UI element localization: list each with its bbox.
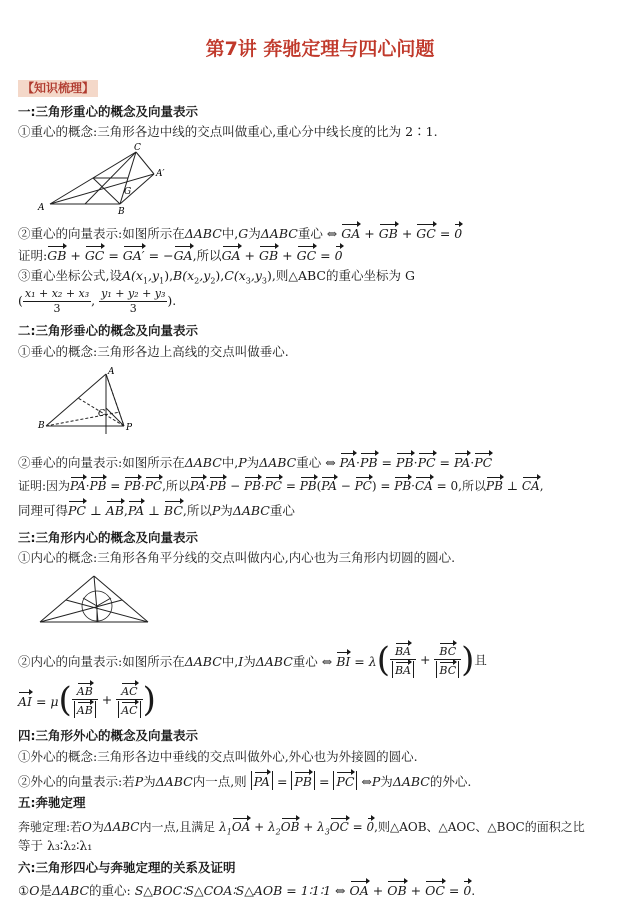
s1-line-4: ③重心坐标公式,设$A(x_1,y_1),B(x_2,y_2),C(x_3,y_3)$,则△ABC的重心坐标为 G <box>18 268 415 286</box>
s1-l2b: ΔABC <box>184 226 222 241</box>
section-4-heading: 四:三角形外心的概念及向量表示 <box>18 728 198 743</box>
s1-line-5: ( $\frac{\text{x₁ + x₂ + x₃}}{3}$ , $\frac{\text{y₁ + y₂ + y₃}}{3}$ ). <box>18 287 177 315</box>
orthocenter-figure <box>36 364 146 440</box>
s1-l2f: ΔABC <box>260 226 298 241</box>
s1-l2e: 为 <box>248 226 261 241</box>
page-title: 第7讲 奔驰定理与四心问题 <box>205 38 435 60</box>
fig2-label-a: A <box>108 367 115 377</box>
s2-line-2: ②垂心的向量表示:如图所示在ΔABC中,P为ΔABC重心 ⇔ PA·PB = PB·PC = PA·PC <box>18 452 626 471</box>
s5-line-1: 奔驰定理:若O为ΔABC内一点,且满足 $\lambda_1OA + \lambda_2OB + \lambda_3OC = 0$,则△AOB、△AOC、△BOC的面积之比 <box>18 817 626 837</box>
section-3-heading: 三:三角形内心的概念及向量表示 <box>18 530 198 545</box>
section-1-heading: 一:三角形重心的概念及向量表示 <box>18 104 198 119</box>
s1-l2g: 重心 ⇔ <box>297 226 338 241</box>
s1-l2a: ②重心的向量表示:如图所示在 <box>18 226 185 241</box>
s3-line-1: ①内心的概念:三角形各角平分线的交点叫做内心,内心也为三角形内切圆的圆心. <box>18 550 456 565</box>
s1-l2d: G <box>238 226 249 241</box>
s1-l3b: ,所以 <box>192 248 222 263</box>
centroid-figure <box>36 142 176 216</box>
fig1-label-b: B <box>118 207 125 216</box>
fig2-label-p: P <box>126 423 133 433</box>
s1-line-2: ②重心的向量表示:如图所示在ΔABC中,G为ΔABC重心 ⇔ GA + GB + GC = 0 <box>18 223 626 242</box>
s2-line-1: ①垂心的概念:三角形各边上高线的交点叫做垂心. <box>18 344 289 359</box>
fig1-label-c: C <box>134 143 141 153</box>
s1-l4a: ③重心坐标公式,设 <box>18 268 122 283</box>
section-2-heading: 二:三角形垂心的概念及向量表示 <box>18 323 198 338</box>
s4-line-2: ②外心的向量表示:若P为ΔABC内一点,则 PA = PB = PC ⇔P为ΔABC的外心. <box>18 770 626 791</box>
s6-line-1: ①O是ΔABC的重心: S△BOC∶S△COA∶S△AOB = 1∶1∶1 ⇔ OA + OB + OC = 0. <box>18 880 626 899</box>
s5-line-2: 等于 λ₃∶λ₂∶λ₁ <box>18 838 93 853</box>
fig1-label-g: G <box>124 187 132 197</box>
fig1-label-a: A <box>38 203 45 213</box>
section-tag: 【知识梳理】 <box>18 80 98 97</box>
s4-line-1: ①外心的概念:三角形各边中垂线的交点叫做外心,外心也为外接圆的圆心. <box>18 749 418 764</box>
s2-line-4: 同理可得PC ⊥ AB,PA ⊥ BC,所以P为ΔABC重心 <box>18 500 626 519</box>
section-5-heading: 五:奔驰定理 <box>18 795 86 810</box>
s3-line-3: AI = μ( $\frac{AB}{AB}$ + $\frac{AC}{AC}$ ) <box>18 680 156 721</box>
fig1-label-a-prime: A′ <box>156 169 165 179</box>
incenter-figure <box>36 570 154 632</box>
s1-line-3: 证明:GB + GC = GA′ = −GA,所以GA + GB + GC = 0 <box>18 245 626 264</box>
s2-line-3: 证明:因为PA·PB = PB·PC,所以PA·PB − PB·PC = PB(PA − PC) = PB·CA = 0,所以PB ⊥ CA, <box>18 476 626 494</box>
s1-l3a: 证明: <box>18 248 48 263</box>
fig2-label-b: B <box>38 421 45 431</box>
s1-line-1: ①重心的概念:三角形各边中线的交点叫做重心,重心分中线长度的比为 2∶1. <box>18 124 438 139</box>
s3-line-2: ②内心的向量表示:如图所示在ΔABC中,I为ΔABC重心 ⇔ BI = λ( $\frac{BA}{BA}$ + $\frac{BC}{BC}$ )且 <box>18 640 487 681</box>
s1-l2c: 中, <box>221 226 239 241</box>
fig2-label-c: C <box>98 409 105 419</box>
section-6-heading: 六:三角形四心与奔驰定理的关系及证明 <box>18 860 236 875</box>
